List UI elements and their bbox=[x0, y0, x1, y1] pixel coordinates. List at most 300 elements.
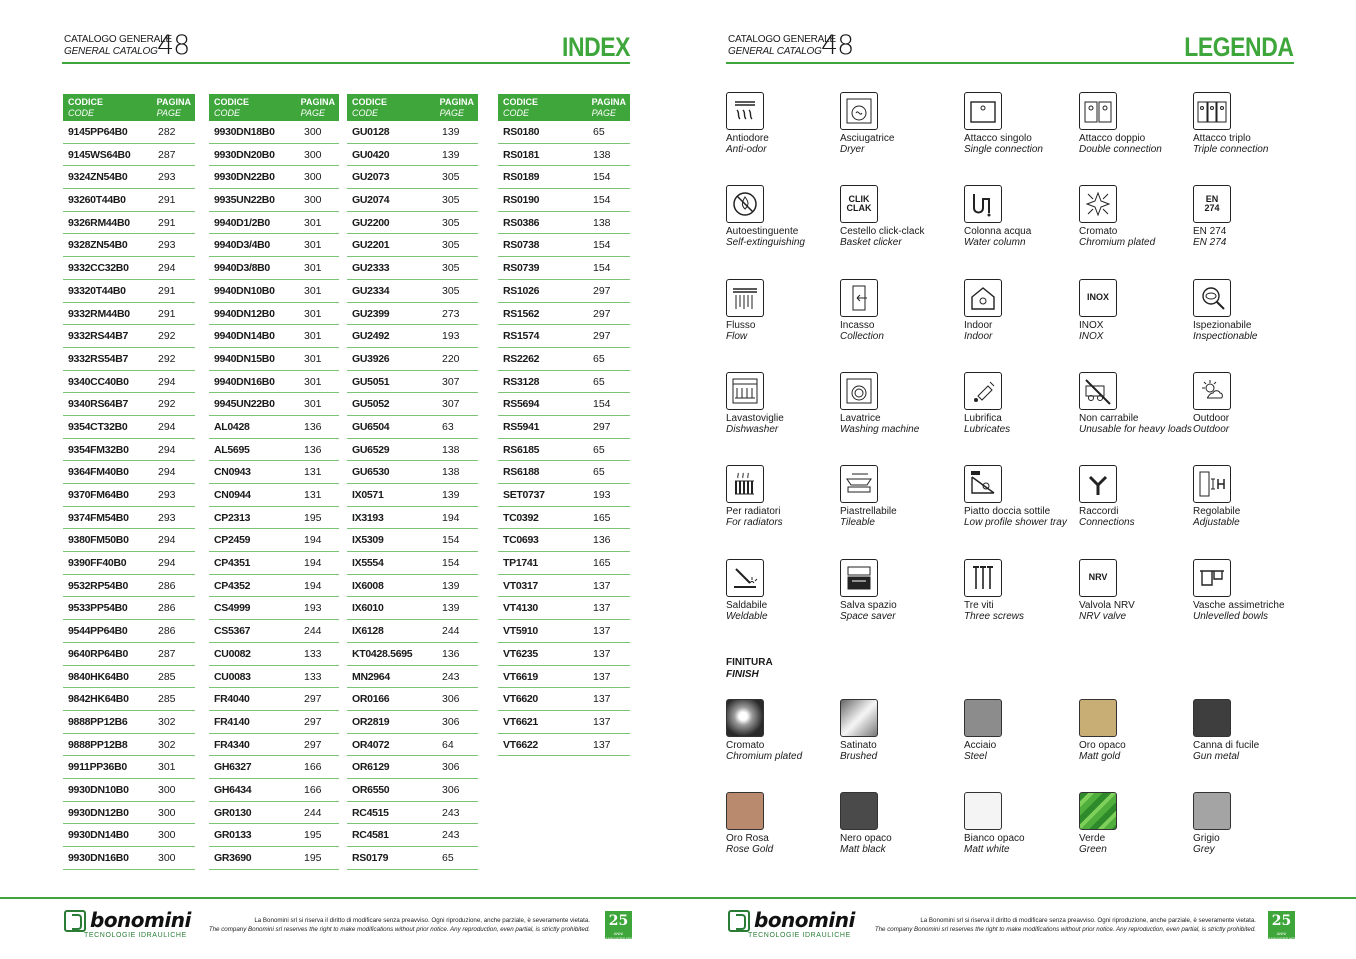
table-row bbox=[209, 666, 339, 689]
washing-machine-icon bbox=[840, 372, 878, 410]
brand-tagline: TECNOLOGIE IDRAULICHE bbox=[84, 932, 187, 939]
page-number: 193 bbox=[593, 489, 611, 501]
legend-label-en: Single connection bbox=[964, 144, 1043, 155]
catalog-number: 48 bbox=[821, 30, 854, 61]
page-number: 154 bbox=[593, 171, 611, 184]
legend-label-it: Raccordi bbox=[1079, 506, 1119, 518]
page-number: 297 bbox=[593, 420, 611, 433]
table-row bbox=[209, 552, 339, 575]
header-code bbox=[503, 97, 538, 119]
page-number: 301 bbox=[304, 216, 322, 229]
page-number: 300 bbox=[158, 852, 176, 864]
finish-swatch bbox=[840, 792, 878, 830]
page-number: 244 bbox=[304, 625, 322, 638]
brand-logo bbox=[64, 910, 194, 942]
header-page-it: PAGINA bbox=[591, 97, 626, 107]
page-number: 139 bbox=[442, 602, 460, 615]
table-row bbox=[209, 257, 339, 280]
finish-label-it: Cromato bbox=[726, 740, 765, 751]
product-code: 9324ZN54B0 bbox=[68, 171, 128, 184]
table-row bbox=[347, 325, 478, 348]
legend-item bbox=[726, 185, 805, 248]
page-number: 301 bbox=[304, 284, 322, 297]
finish-label-it: Nero opaco bbox=[840, 833, 892, 844]
finish-label-it: Canna di fucile bbox=[1193, 740, 1260, 751]
finish-item bbox=[726, 792, 773, 855]
table-row bbox=[209, 393, 339, 416]
table-row bbox=[209, 189, 339, 212]
finish-swatch bbox=[964, 699, 1002, 737]
table-row bbox=[347, 393, 478, 416]
page-number: 65 bbox=[593, 443, 605, 456]
legend-label-en: Triple connection bbox=[1193, 144, 1269, 155]
table-row bbox=[347, 439, 478, 462]
page-number: 302 bbox=[158, 738, 176, 751]
product-code: GU5052 bbox=[352, 398, 390, 411]
page-number: 294 bbox=[158, 557, 176, 570]
page-number: 294 bbox=[158, 466, 176, 479]
product-code: 9911PP36B0 bbox=[68, 761, 127, 774]
page-number: 307 bbox=[442, 375, 460, 388]
page-number: 301 bbox=[304, 352, 322, 365]
legend-item bbox=[726, 559, 768, 622]
page-number: 136 bbox=[593, 534, 611, 547]
legend-label-en: Low profile shower tray bbox=[964, 517, 1067, 529]
legend-label-it: Lavatrice bbox=[840, 412, 881, 424]
table-row bbox=[347, 802, 478, 825]
header-page-en: PAGE bbox=[591, 108, 616, 118]
header-code-en: CODE bbox=[68, 108, 95, 118]
product-code: 9145WS64B0 bbox=[68, 148, 131, 161]
table-row bbox=[63, 166, 195, 189]
legend-label-it: EN 274 bbox=[1193, 226, 1227, 238]
nrv-valve-icon: NRV bbox=[1079, 559, 1117, 597]
product-code: IX5554 bbox=[352, 557, 384, 570]
legend-label-en: Basket clicker bbox=[840, 237, 902, 249]
header-code-it: CODICE bbox=[214, 97, 250, 107]
badge-sub: ANNI ANNIVERSARY bbox=[605, 931, 634, 941]
no-heavy-loads-icon bbox=[1079, 372, 1117, 410]
product-code: RS1574 bbox=[503, 330, 540, 343]
product-code: IX6008 bbox=[352, 579, 384, 592]
finish-item bbox=[964, 699, 1002, 762]
page-number: 301 bbox=[304, 307, 322, 320]
index-column-2 bbox=[209, 94, 339, 870]
inox-icon: INOX bbox=[1079, 279, 1117, 317]
product-code: CS5367 bbox=[214, 625, 251, 638]
product-code: CP4352 bbox=[214, 579, 251, 592]
page-number: 291 bbox=[158, 216, 176, 229]
legend-item bbox=[964, 465, 1067, 528]
product-code: 9930DN20B0 bbox=[214, 148, 275, 161]
legend-label-it: Piastrellabile bbox=[840, 506, 897, 518]
product-code: RS5694 bbox=[503, 398, 540, 411]
weldable-icon bbox=[726, 559, 764, 597]
legend-item bbox=[964, 559, 1024, 622]
table-row bbox=[209, 824, 339, 847]
page-number: 194 bbox=[304, 557, 322, 570]
page-number: 165 bbox=[593, 557, 611, 570]
header-page bbox=[592, 97, 626, 119]
page-number: 300 bbox=[304, 148, 322, 161]
product-code: 9930DN18B0 bbox=[214, 126, 275, 138]
table-row bbox=[498, 507, 630, 530]
page-number: 297 bbox=[593, 330, 611, 343]
table-row bbox=[498, 688, 630, 711]
product-code: IX6128 bbox=[352, 625, 384, 638]
table-row bbox=[347, 257, 478, 280]
product-code: RS6188 bbox=[503, 466, 540, 479]
catalog-it: CATALOGO GENERALE bbox=[728, 34, 836, 45]
page-number: 291 bbox=[158, 194, 176, 207]
table-row bbox=[347, 461, 478, 484]
table-row bbox=[63, 552, 195, 575]
table-row bbox=[347, 212, 478, 235]
legend-item bbox=[726, 465, 783, 528]
triple-connection-icon bbox=[1193, 92, 1231, 130]
finish-label-en: Rose Gold bbox=[726, 844, 774, 855]
table-row bbox=[498, 121, 630, 144]
table-row bbox=[63, 824, 195, 847]
legend-label-it: Salva spazio bbox=[840, 599, 897, 611]
product-code: 9326RM44B0 bbox=[68, 216, 130, 229]
table-row bbox=[209, 303, 339, 326]
product-code: KT0428.5695 bbox=[352, 647, 413, 660]
finish-item bbox=[964, 792, 1025, 855]
legend-item bbox=[840, 559, 897, 622]
page-number: 65 bbox=[593, 352, 605, 365]
product-code: GU6529 bbox=[352, 443, 390, 456]
finish-label-en: Green bbox=[1079, 844, 1107, 855]
table-row bbox=[209, 325, 339, 348]
table-row bbox=[498, 371, 630, 394]
finish-item bbox=[840, 699, 878, 762]
table-row bbox=[63, 779, 195, 802]
legend-label-it: Attacco doppio bbox=[1079, 133, 1146, 144]
finish-swatch bbox=[840, 699, 878, 737]
page-number: 300 bbox=[158, 806, 176, 819]
product-code: 9842HK64B0 bbox=[68, 693, 129, 706]
product-code: 9328ZN54B0 bbox=[68, 239, 128, 252]
table-row bbox=[347, 280, 478, 303]
product-code: 9354FM32B0 bbox=[68, 443, 129, 456]
table-row bbox=[498, 666, 630, 689]
page-number: 154 bbox=[442, 534, 460, 547]
en274-icon: EN 274 bbox=[1193, 185, 1231, 223]
legend-label-en: Dryer bbox=[840, 144, 865, 155]
header-page bbox=[440, 97, 474, 119]
page-number: 138 bbox=[593, 148, 611, 161]
table-row bbox=[63, 348, 195, 371]
legend-label-en: Tileable bbox=[840, 517, 875, 529]
page-number: 195 bbox=[304, 511, 322, 524]
page-number: 297 bbox=[593, 307, 611, 320]
table-row bbox=[63, 507, 195, 530]
page-number: 195 bbox=[304, 829, 322, 842]
table-row bbox=[347, 348, 478, 371]
page-number: 137 bbox=[593, 670, 611, 683]
table-row bbox=[63, 234, 195, 257]
product-code: FR4040 bbox=[214, 693, 250, 706]
finish-title bbox=[726, 657, 773, 681]
table-row bbox=[347, 779, 478, 802]
indoor-icon bbox=[964, 279, 1002, 317]
table-row bbox=[209, 688, 339, 711]
legend-label-en: Self-extinguishing bbox=[726, 237, 805, 249]
header-code-it: CODICE bbox=[68, 97, 104, 107]
table-row bbox=[209, 439, 339, 462]
index-header bbox=[62, 32, 630, 64]
product-code: 9390FF40B0 bbox=[68, 557, 127, 570]
index-column-4 bbox=[498, 94, 630, 756]
page-number: 63 bbox=[442, 420, 454, 433]
product-code: 93320T44B0 bbox=[68, 284, 126, 297]
product-code: GU2399 bbox=[352, 307, 390, 320]
page-number: 287 bbox=[158, 148, 176, 161]
brand-name: bonomini bbox=[754, 908, 855, 932]
product-code: GU0420 bbox=[352, 148, 390, 161]
page-number: 131 bbox=[304, 466, 322, 479]
product-code: IX0571 bbox=[352, 489, 384, 501]
table-row bbox=[347, 371, 478, 394]
disclaimer bbox=[209, 916, 590, 934]
page-number: 307 bbox=[442, 398, 460, 411]
product-code: RS3128 bbox=[503, 375, 540, 388]
legend-item bbox=[1193, 465, 1240, 528]
page-number: 133 bbox=[304, 670, 322, 683]
table-row bbox=[347, 688, 478, 711]
product-code: GH6434 bbox=[214, 783, 252, 796]
product-code: VT6622 bbox=[503, 738, 538, 751]
product-code: 9888PP12B8 bbox=[68, 738, 128, 751]
table-row bbox=[63, 189, 195, 212]
legend-label-it: Lubrifica bbox=[964, 412, 1002, 424]
page-number: 294 bbox=[158, 262, 176, 275]
table-row bbox=[63, 144, 195, 167]
page-number: 244 bbox=[304, 806, 322, 819]
legend-item bbox=[840, 372, 919, 435]
page-number: 300 bbox=[304, 171, 322, 184]
finish-swatch bbox=[1079, 792, 1117, 830]
product-code: OR6129 bbox=[352, 761, 390, 774]
product-code: 9940D3/4B0 bbox=[214, 239, 270, 252]
product-code: 9354CT32B0 bbox=[68, 420, 128, 433]
finish-swatch bbox=[1193, 792, 1231, 830]
page-number: 139 bbox=[442, 126, 460, 138]
product-code: TC0693 bbox=[503, 534, 539, 547]
page-number: 300 bbox=[158, 783, 176, 796]
table-row bbox=[347, 416, 478, 439]
finish-label-en: Matt gold bbox=[1079, 751, 1121, 762]
header-code bbox=[352, 97, 387, 119]
finish-item bbox=[840, 792, 892, 855]
header-code bbox=[214, 97, 249, 119]
water-column-icon bbox=[964, 185, 1002, 223]
page-number: 287 bbox=[158, 647, 176, 660]
page-number: 286 bbox=[158, 602, 176, 615]
product-code: VT6620 bbox=[503, 693, 538, 706]
product-code: GR3690 bbox=[214, 852, 252, 864]
legend-label-en: Connections bbox=[1079, 517, 1135, 529]
radiator-icon bbox=[726, 465, 764, 503]
catalog-en: GENERAL CATALOG bbox=[64, 46, 158, 57]
legend-label-it: Asciugatrice bbox=[840, 133, 895, 144]
header-page bbox=[301, 97, 335, 119]
finish-swatch bbox=[726, 699, 764, 737]
disclaimer-it: La Bonomini srl si riserva il diritto di modificare senza preavviso. Ogni riproduzione, anche parziale, è severamente vietata. bbox=[254, 917, 590, 924]
product-code: 9930DN16B0 bbox=[68, 852, 129, 864]
product-code: VT0317 bbox=[503, 579, 538, 592]
legend-label-en: Weldable bbox=[726, 610, 768, 622]
page-number: 243 bbox=[442, 806, 460, 819]
table-row bbox=[209, 121, 339, 144]
product-code: CP2459 bbox=[214, 534, 251, 547]
disclaimer-it: La Bonomini srl si riserva il diritto di modificare senza preavviso. Ogni riproduzione, anche parziale, è severamente vietata. bbox=[920, 917, 1256, 924]
finish-swatch bbox=[1193, 699, 1231, 737]
legend-label-en: Flow bbox=[726, 330, 748, 342]
legend-label-it: Indoor bbox=[964, 319, 993, 331]
legend-label-en: Dishwasher bbox=[726, 423, 779, 435]
table-row bbox=[498, 643, 630, 666]
catalog-label bbox=[728, 34, 836, 58]
legend-label-it: Tre viti bbox=[964, 599, 994, 611]
product-code: GU6530 bbox=[352, 466, 390, 479]
finish-label-en: Chromium plated bbox=[726, 751, 803, 762]
legend-item bbox=[1079, 559, 1135, 622]
product-code: 9945UN22B0 bbox=[214, 398, 275, 411]
table-row bbox=[209, 484, 339, 507]
dryer-icon bbox=[840, 92, 878, 130]
table-row bbox=[347, 552, 478, 575]
product-code: VT6235 bbox=[503, 647, 538, 660]
product-code: GU5051 bbox=[352, 375, 390, 388]
product-code: GR0133 bbox=[214, 829, 252, 842]
chrome-icon bbox=[1079, 185, 1117, 223]
product-code: TC0392 bbox=[503, 511, 539, 524]
table-row bbox=[347, 756, 478, 779]
table-row bbox=[63, 303, 195, 326]
legend-label-it: Lavastoviglie bbox=[726, 412, 784, 424]
page-number: 65 bbox=[442, 852, 454, 864]
product-code: 9533PP54B0 bbox=[68, 602, 128, 615]
table-row bbox=[209, 416, 339, 439]
page-number: 286 bbox=[158, 579, 176, 592]
table-row bbox=[209, 144, 339, 167]
table-row bbox=[63, 257, 195, 280]
legend-label-en: Indoor bbox=[964, 330, 993, 342]
table-row bbox=[63, 461, 195, 484]
finish-item bbox=[1079, 699, 1126, 762]
table-row bbox=[209, 212, 339, 235]
finish-label-en: Brushed bbox=[840, 751, 878, 762]
product-code: RS0738 bbox=[503, 239, 540, 252]
badge-number: 25 bbox=[1271, 913, 1292, 929]
finish-label-en: Matt black bbox=[840, 844, 886, 855]
page-number: 133 bbox=[304, 647, 322, 660]
product-code: 9940DN10B0 bbox=[214, 284, 275, 297]
table-row bbox=[498, 439, 630, 462]
header-code-en: CODE bbox=[352, 108, 379, 118]
legend-label-it: Attacco singolo bbox=[964, 133, 1032, 144]
table-row bbox=[347, 484, 478, 507]
product-code: 9340RS64B7 bbox=[68, 398, 129, 411]
table-row bbox=[347, 711, 478, 734]
legend-item bbox=[964, 92, 1043, 155]
legend-item bbox=[840, 92, 894, 155]
product-code: 9332RS54B7 bbox=[68, 352, 129, 365]
table-row bbox=[347, 189, 478, 212]
page-number: 139 bbox=[442, 148, 460, 161]
product-code: CP4351 bbox=[214, 557, 251, 570]
page-number: 194 bbox=[304, 534, 322, 547]
table-row bbox=[347, 597, 478, 620]
legend-label-it: Outdoor bbox=[1193, 412, 1230, 424]
table-row bbox=[63, 847, 195, 870]
header-page-en: PAGE bbox=[156, 108, 181, 118]
legend-item bbox=[964, 372, 1010, 435]
table-row bbox=[498, 257, 630, 280]
product-code: CS4999 bbox=[214, 602, 251, 615]
page-number: 291 bbox=[158, 307, 176, 320]
product-code: RS0179 bbox=[352, 852, 389, 864]
legend-item bbox=[840, 465, 897, 528]
legend-label-it: Cestello click-clack bbox=[840, 226, 925, 238]
legend-label-en: Adjustable bbox=[1193, 517, 1240, 529]
legend-label-en: Double connection bbox=[1079, 144, 1162, 155]
legend-item bbox=[1193, 279, 1258, 342]
table-row bbox=[347, 734, 478, 757]
page-number: 273 bbox=[442, 307, 460, 320]
double-connection-icon bbox=[1079, 92, 1117, 130]
page-number: 294 bbox=[158, 375, 176, 388]
product-code: VT6621 bbox=[503, 715, 538, 728]
table-row bbox=[209, 643, 339, 666]
lubricate-icon bbox=[964, 372, 1002, 410]
table-row bbox=[347, 166, 478, 189]
table-row bbox=[63, 484, 195, 507]
legend-item bbox=[1079, 465, 1135, 528]
page-number: 305 bbox=[442, 171, 460, 184]
legend-label-en: Space saver bbox=[840, 610, 896, 622]
product-code: FR4140 bbox=[214, 715, 250, 728]
table-row bbox=[63, 371, 195, 394]
page-number: 306 bbox=[442, 715, 460, 728]
legend-label-en: Outdoor bbox=[1193, 423, 1230, 435]
header-page-it: PAGINA bbox=[156, 97, 191, 107]
legend-label-it: Piatto doccia sottile bbox=[964, 506, 1051, 518]
product-code: 9370FM64B0 bbox=[68, 489, 129, 501]
legend-label-en: INOX bbox=[1079, 330, 1104, 342]
table-row bbox=[209, 529, 339, 552]
finish-swatch bbox=[964, 792, 1002, 830]
legend-item bbox=[1079, 372, 1192, 435]
legend-label-en: Anti-odor bbox=[726, 144, 767, 155]
table-row bbox=[209, 802, 339, 825]
table-row bbox=[498, 280, 630, 303]
table-row bbox=[347, 303, 478, 326]
product-code: RS6185 bbox=[503, 443, 540, 456]
table-row bbox=[498, 734, 630, 757]
page-number: 305 bbox=[442, 262, 460, 275]
legend-item bbox=[1079, 185, 1155, 248]
legend-label-en: Chromium plated bbox=[1079, 237, 1156, 249]
table-row bbox=[63, 121, 195, 144]
page-number: 165 bbox=[593, 511, 611, 524]
product-code: GU2333 bbox=[352, 262, 390, 275]
legend-item bbox=[726, 279, 764, 342]
three-screws-icon bbox=[964, 559, 1002, 597]
legend-label-en: Water column bbox=[964, 237, 1026, 249]
